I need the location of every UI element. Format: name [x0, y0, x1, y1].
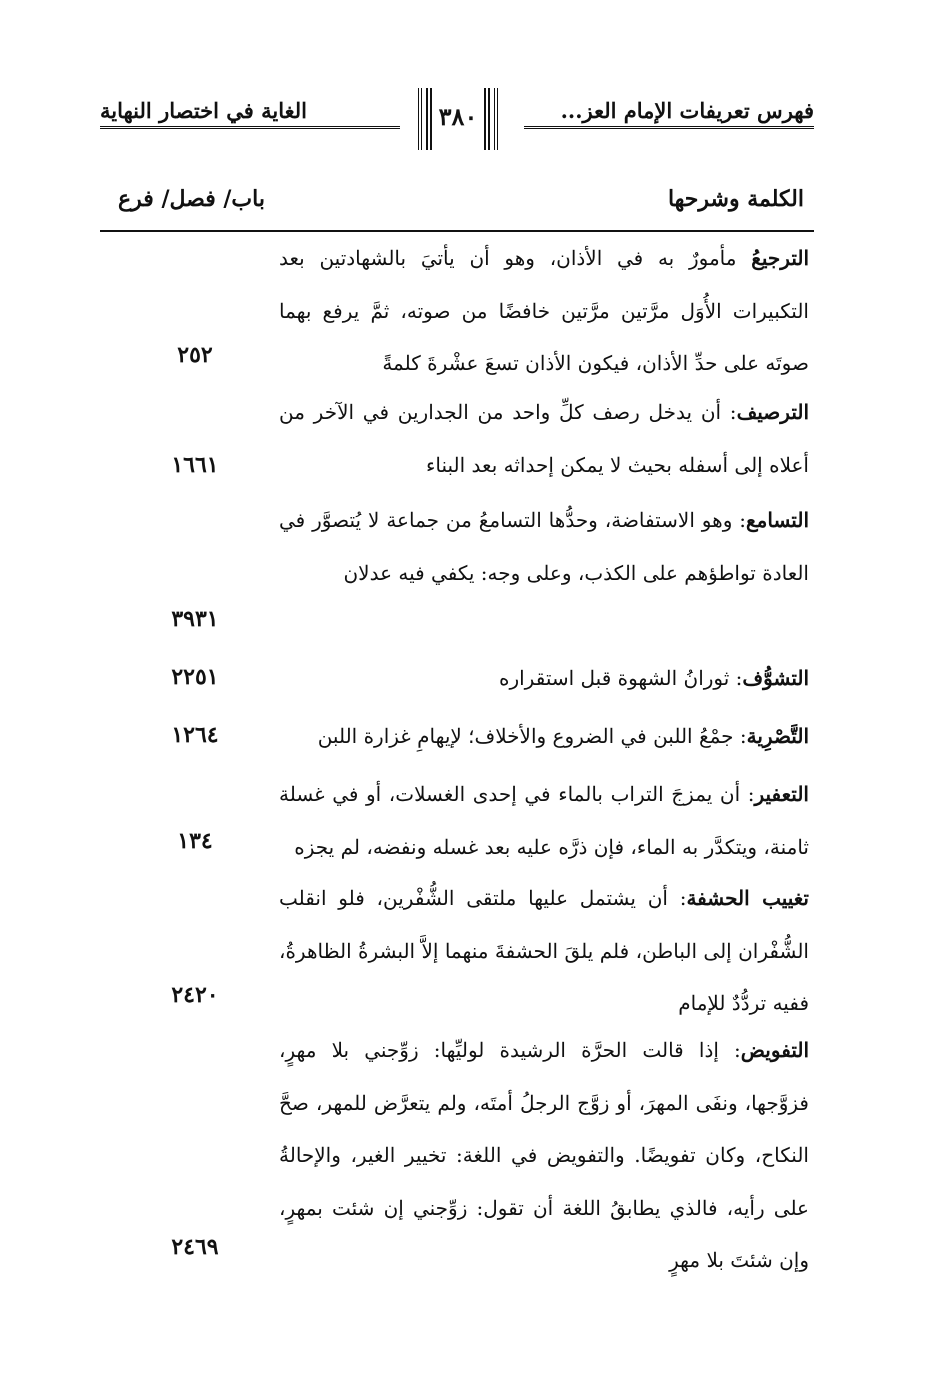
entry-definition: : أن يشتمل عليها ملتقى الشُّفْرين، فلو انقلب الشُّفْران إلى الباطن، فلم يلقَ الحشفةَ منهما إلاَّ البشرةُ الظاهرةُ، ففيه تردُّدٌ للإمام: [279, 886, 809, 1015]
entry-term: الترجيعُ: [751, 246, 809, 270]
entry-term: التعفير: [754, 782, 809, 806]
entry-term: تغييب الحشفة: [686, 886, 809, 910]
glossary-entry: [279, 232, 809, 390]
entry-reference: ١٣٤: [177, 828, 213, 854]
entry-reference: ٢٢٥١: [171, 664, 219, 690]
entry-term: التَّصْرِية: [746, 724, 809, 748]
entry-text: [279, 1024, 809, 1287]
entry-text: [279, 232, 809, 390]
entry-definition: : أن يدخل رصف كلِّ واحد من الجدارين في الآخر من أعلاه إلى أسفله بحيث لا يمكن إحداثه بعد البناء: [279, 400, 809, 477]
glossary-entry: [279, 386, 809, 491]
running-title-left: الغاية في اختصار النهاية: [100, 98, 307, 123]
entry-reference: ٢٤٢٠: [171, 982, 219, 1008]
entry-reference: ٢٤٦٩: [171, 1234, 219, 1260]
entry-definition: : وهو الاستفاضة، وحدُّها التسامعُ من جماعة لا يُتصوَّر في العادة تواطؤهم على الكذب، وعلى وجه: يكفي فيه عدلان: [279, 508, 809, 585]
glossary-entry: [279, 710, 809, 763]
entry-text: [279, 710, 809, 763]
glossary-entry: [279, 768, 809, 873]
column-headings: [100, 180, 814, 232]
entry-definition: : إذا قالت الحرَّة الرشيدة لوليِّها: زوِّجني بلا مهرٍ، فزوَّجها، ونفَى المهرَ، أو زوَّج الرجلُ أمتَه، ولم يتعرَّض للمهر، صحَّ النكاح، وكان تفويضًا. والتفويض في اللغة: تخيير الغير، والإحالةُ على رأيه، فالذي يطابقُ اللغة أن تقول: زوِّجني إن شئت بمهرٍ، وإن شئتَ بلا مهرٍ: [279, 1038, 809, 1272]
entry-term: الترصيف: [736, 400, 810, 424]
entry-text: [279, 494, 809, 599]
entry-text: [279, 872, 809, 1030]
entry-definition: : أن يمزجَ التراب بالماء في إحدى الغسلات، أو في غسلة ثامنة، ويتكدَّر به الماء، فإن ذرَّه عليه بعد غسله ونفضه، لم يجزه: [279, 782, 809, 859]
entry-term: التسامع: [746, 508, 809, 532]
entry-term: التشوُّف: [742, 666, 809, 690]
entry-reference: ٣٩٣١: [171, 606, 219, 632]
page-number-frame: [418, 88, 498, 150]
entry-reference: ٢٥٢: [177, 342, 213, 368]
entry-term: التفويض: [740, 1038, 809, 1062]
glossary-entry: [279, 652, 809, 705]
entry-definition: : جمْعُ اللبن في الضروع والأخلاف؛ لإيهامِ غزارة اللبن: [317, 724, 747, 748]
entry-reference: ١٦٦١: [171, 452, 219, 478]
entry-definition: مأمورٌ به في الأذان، وهو أن يأتيَ بالشهادتين بعد التكبيرات الأُوَل مرَّتين مرَّتين خافضًا من صوته، ثمَّ يرفع بهما صوتَه على حدِّ الأذان، فيكون الأذان تسعَ عشْرةَ كلمةً: [279, 246, 809, 375]
running-title-right: فهرس تعريفات الإمام العز...: [560, 98, 814, 123]
glossary-entry: [279, 872, 809, 1030]
glossary-entry: [279, 1024, 809, 1287]
header-rule-right: [524, 126, 814, 129]
entry-text: [279, 768, 809, 873]
running-header: [100, 92, 814, 162]
entry-reference: ١٢٦٤: [171, 722, 219, 748]
page-number: ٣٨٠: [438, 102, 478, 131]
entry-text: [279, 386, 809, 491]
entry-text: [279, 652, 809, 705]
header-rule-left: [100, 126, 400, 129]
column-heading-term: الكلمة وشرحها: [667, 186, 804, 212]
glossary-entry: [279, 494, 809, 599]
column-heading-reference: باب/ فصل/ فرع: [118, 186, 265, 212]
entry-definition: : ثورانُ الشهوة قبل استقراره: [498, 666, 743, 690]
